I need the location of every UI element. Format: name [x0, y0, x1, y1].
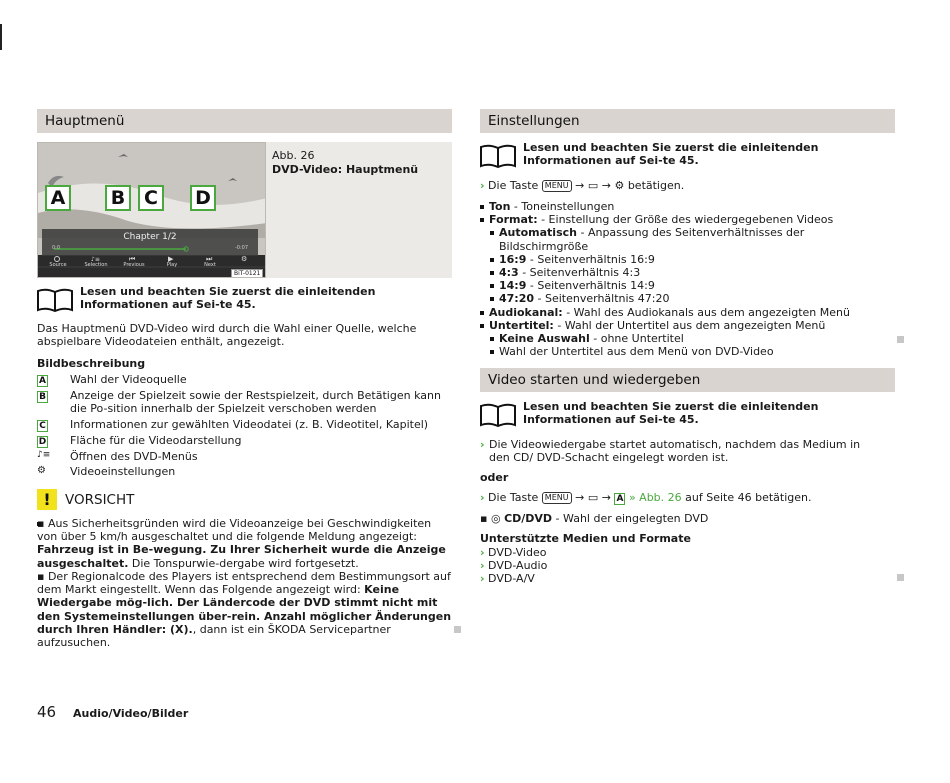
control-play-label: Play [166, 262, 178, 268]
legend-text-d: Fläche für die Videodarstellung [70, 434, 242, 447]
screen-icon: ▭ [587, 179, 599, 192]
intro-text: Das Hauptmenü DVD-Video wird durch die Wahl einer Quelle, welche abspielbare Videodateien enthält, angezeigt. [37, 322, 417, 349]
warning-title: VORSICHT [65, 492, 135, 508]
figure-label-c: C [138, 185, 164, 211]
dvd-main-menu-figure [37, 142, 266, 278]
screen-icon: ▭ [587, 491, 599, 504]
format-item: › DVD-A/V [480, 572, 535, 585]
dvd-menu-icon: ♪≡ [37, 450, 51, 460]
legend-key-d: D [38, 437, 47, 447]
cd-dvd-item: ▪ ◎ CD/DVD - Wahl der eingelegten DVD [480, 512, 709, 525]
step-arrow-icon: › [480, 438, 485, 451]
settings-item: Format: - Einstellung der Größe des wiedergegebenen Videos [480, 213, 895, 226]
settings-subitem: Keine Auswahl - ohne Untertitel [480, 332, 895, 345]
warning-paragraph-2: ▪ Der Regionalcode des Players ist entsprechend dem Bestimmungsort auf dem Markt eingestellt. Wenn das Folgende angezeigt wird: Keine Wiedergabe mög-lich. Der Ländercode der DVD stimmt nicht mit den Systemeinstellungen über-rein. Anzahl möglicher Änderungen durch Ihren Händler: (X)., dann ist ein ŠKODA Servicepartner aufzusuchen. [37, 570, 452, 650]
figure-caption: DVD-Video: Hauptmenü [272, 163, 419, 176]
menu-key-button[interactable]: MENU [542, 492, 572, 504]
book-icon [37, 287, 73, 313]
settings-subitem: 14:9 - Seitenverhältnis 14:9 [480, 279, 895, 292]
oder-text: oder [480, 471, 509, 484]
section-end-marker [454, 626, 461, 633]
settings-icon[interactable]: ⚙ [241, 255, 248, 263]
book-icon [480, 143, 516, 169]
settings-subitem: 4:3 - Seitenverhältnis 4:3 [480, 266, 895, 279]
page-number: 46 [37, 703, 57, 721]
control-selection-label: Selection [84, 262, 108, 268]
control-next-label: Next [204, 262, 216, 268]
settings-note-text: Lesen und beachten Sie zuerst die einleitenden Informationen auf Sei-te 45. [523, 141, 819, 168]
section-end-marker [897, 574, 904, 581]
menu-key-button[interactable]: MENU [542, 180, 572, 192]
warning-icon: ! [37, 489, 57, 510]
settings-subitem: Wahl der Untertitel aus dem Menü von DVD-Video [480, 345, 895, 358]
control-source-label: Source [49, 262, 67, 268]
legend-title: Bildbeschreibung [37, 357, 146, 370]
figure-link[interactable]: » Abb. 26 [628, 491, 682, 504]
step-arrow-icon: › [480, 491, 485, 504]
settings-item: Audiokanal: - Wahl des Audiokanals aus dem angezeigten Menü [480, 306, 895, 319]
edge-mark [0, 24, 2, 50]
book-icon [480, 402, 516, 428]
figure-caption-panel [266, 142, 452, 278]
legend-text-c: Informationen zur gewählten Videodatei (z. B. Videotitel, Kapitel) [70, 418, 429, 431]
format-item: › DVD-Audio [480, 559, 548, 572]
chapter-footer: Audio/Video/Bilder [73, 707, 189, 720]
section-end-marker [897, 336, 904, 343]
section-title-einstellungen: Einstellungen [480, 109, 895, 133]
figure-number: Abb. 26 [272, 149, 315, 162]
settings-subitem: 47:20 - Seitenverhältnis 47:20 [480, 292, 895, 305]
section-title-video-start: Video starten und wiedergeben [480, 368, 895, 392]
video-note-text: Lesen und beachten Sie zuerst die einleitenden Informationen auf Sei-te 45. [523, 400, 819, 427]
settings-step: › Die Taste MENU → ▭ → ⚙ betätigen. [480, 179, 685, 192]
figure-label-d: D [190, 185, 216, 211]
settings-subitem: 16:9 - Seitenverhältnis 16:9 [480, 253, 895, 266]
previous-icon[interactable]: ⏮ [129, 255, 136, 263]
figure-label-a: A [45, 185, 71, 211]
figure-label-b: B [105, 185, 131, 211]
video-step-1: › Die Videowiedergabe startet automatisch, nachdem das Medium in den CD/ DVD-Schacht eingelegt worden ist. [480, 438, 861, 465]
note-text: Lesen und beachten Sie zuerst die einleitenden Informationen auf Sei-te 45. [80, 285, 376, 312]
legend-text-settings: Videoeinstellungen [70, 465, 176, 478]
figure-code: BiT-0121 [231, 269, 263, 278]
legend-key-c: C [37, 418, 48, 432]
settings-gear-icon: ⚙ [614, 179, 625, 192]
legend-key-b: B [37, 389, 48, 403]
settings-item: Untertitel: - Wahl der Untertitel aus dem angezeigten Menü [480, 319, 895, 332]
settings-item: Ton - Toneinstellungen [480, 200, 895, 213]
video-step-2: › Die Taste MENU → ▭ → A » Abb. 26 auf Seite 46 betätigen. [480, 491, 812, 504]
next-icon[interactable]: ⏭ [206, 255, 213, 263]
section-title-hauptmenu: Hauptmenü [37, 109, 452, 133]
selection-icon[interactable]: ♪≡ [91, 256, 100, 263]
play-icon[interactable]: ▶ [168, 255, 174, 263]
control-previous-label: Previous [123, 262, 145, 268]
time-end: -0:07 [235, 245, 249, 251]
legend-text-a: Wahl der Videoquelle [70, 373, 187, 386]
legend-key-a: A [37, 373, 48, 387]
chapter-text: Chapter 1/2 [123, 232, 177, 242]
formats-title: Unterstützte Medien und Formate [480, 532, 691, 545]
warning-paragraph-1: ▪ Aus Sicherheitsgründen wird die Videoanzeige bei Geschwindigkeiten von über 5 km/h ausgeschaltet und die folgende Meldung angezeigt: Fahrzeug ist in Be-wegung. Zu Ihrer Sicherheit wurde die Anzeige ausgeschaltet. Die Tonspurwie-dergabe wird fortgesetzt. [37, 517, 446, 570]
legend-text-b: Anzeige der Spielzeit sowie der Restspielzeit, durch Betätigen kann die Po-sition innerhalb der Spielzeit verschoben werden [70, 389, 441, 416]
source-key-box: A [614, 493, 625, 505]
step-arrow-icon: › [480, 179, 485, 192]
settings-subitem: Automatisch - Anpassung des Seitenverhältnisses der Bildschirmgröße [480, 226, 895, 252]
settings-list [480, 200, 895, 358]
disc-icon: ◎ [490, 512, 501, 525]
time-start: 0:0 [52, 245, 61, 251]
video-settings-icon: ⚙ [37, 465, 46, 476]
format-item: › DVD-Video [480, 546, 547, 559]
legend-text-menu: Öffnen des DVD-Menüs [70, 450, 198, 463]
